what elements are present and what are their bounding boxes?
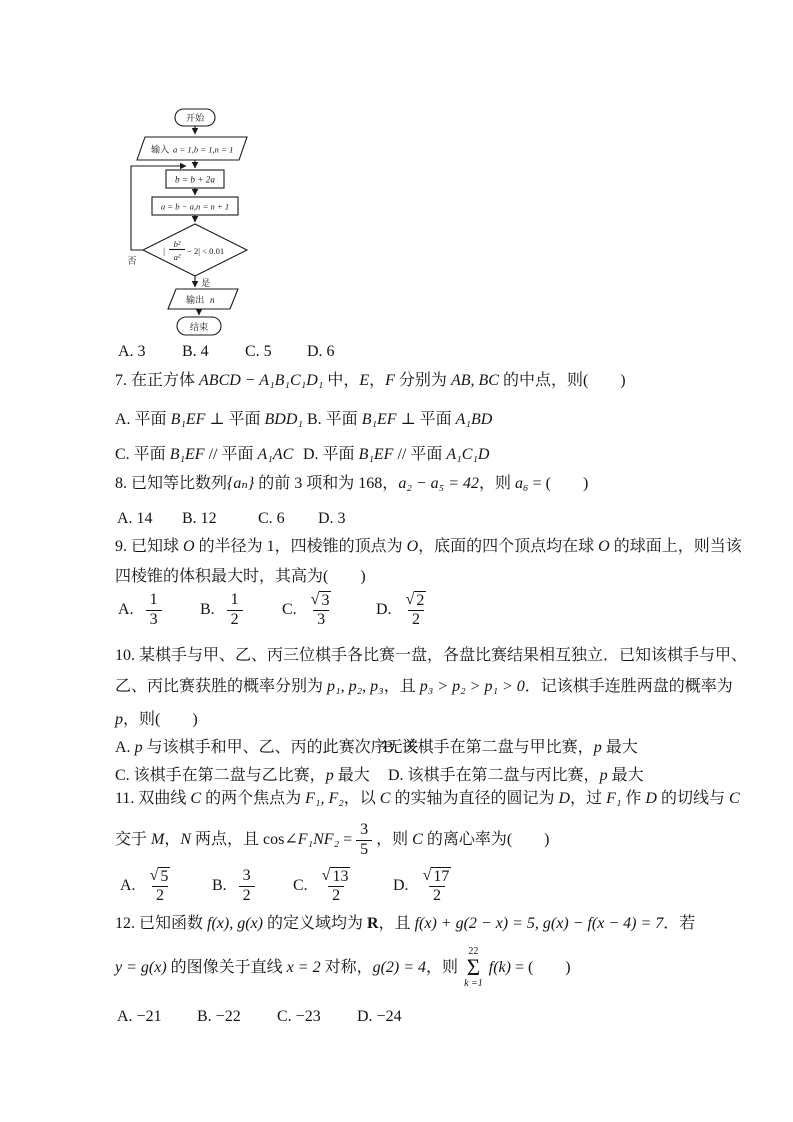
text-segment: 交于 [115,830,152,848]
q12-options-row [115,1008,715,1030]
text-segment: D [558,790,571,807]
numerator: 3 [242,867,251,885]
option-label: D. [376,601,392,618]
text-segment: E [359,372,370,389]
text-segment: N [180,830,192,848]
text-segment: 中， [323,372,360,389]
q9-option-a [118,586,166,634]
q10-option-c [115,762,370,785]
condition-numerator: b² [173,239,181,249]
condition-denominator: a² [173,252,181,262]
text-segment: f(x) + g(2 − x) = 5, g(x) − f(x − 4) = 7 [414,915,664,932]
numerator [404,591,429,610]
text-segment: 7. 在正方体 [115,372,200,389]
text-segment: A₁BD [455,411,493,428]
text-segment: F₁NF₂ [297,830,340,848]
numerator [148,867,173,886]
text-segment: ABCD − A₁B₁C₁D₁ [199,372,324,389]
q11-option-a [120,862,176,910]
q11-option-d [393,862,457,910]
text-segment: = [339,830,353,848]
option-label: C. [293,877,308,894]
text-segment: = ( ) [510,958,571,976]
text-segment: ，则 [426,958,459,976]
text-segment: B₁EF [358,446,394,463]
text-segment: B₁EF [361,411,397,428]
text-segment: p [325,767,334,784]
text-segment: p₃ > p₂ > p₁ > 0 [419,678,525,695]
text-segment: p [115,711,123,728]
fraction [356,821,372,859]
q7-options-row-1 [115,406,715,428]
text-segment: B₁EF [169,446,205,463]
text-segment: f(k) [488,958,511,976]
option-label: D. [393,877,409,894]
q10-options-row-1 [115,734,715,756]
q7-option-c [115,441,293,464]
input-label: 输入 [151,144,170,155]
text-segment: A₁AC [257,446,294,463]
text-segment: 最大 [601,739,638,756]
text-segment: p₁, p₂, p₃ [327,678,384,695]
text-segment: ，则 [479,475,516,492]
text-segment: D. 平面 [303,446,359,463]
text-segment: F₁, F₂ [305,790,344,807]
text-segment: 8. 已知等比数列 [115,475,228,492]
text-segment: 10. 某棋手与甲、乙、丙三位棋手各比赛一盘，各盘比赛结果相互独立．已知该棋手与甲、 [115,647,748,664]
q11-option-b [212,862,259,910]
q11-line2-post [376,830,549,851]
text-segment: 最大 [607,767,644,784]
q12-option-d: D. −24 [357,1008,402,1025]
text-segment: 最大 [333,767,370,784]
text-segment: ⊥ 平面 [396,411,456,428]
sqrt-value: 3 [321,592,330,609]
text-segment: D [645,790,657,807]
q10-text-line3 [115,710,715,731]
text-segment: O [406,538,419,555]
q7-option-a [115,406,303,429]
text-segment: 的球面上，则当该 [609,538,742,555]
text-segment: 与该棋手和甲、乙、丙的此赛次序无关 [142,739,419,756]
text-segment: 的切线与 [656,790,729,807]
start-label: 开始 [185,113,205,123]
option-label: B. [212,877,227,894]
sqrt-radical: √ [310,591,320,608]
text-segment: x = 2 [286,958,321,976]
text-segment: M [151,830,165,848]
text-segment: a₂ − a₅ = 42 [398,475,480,492]
text-segment: ，底面的四个顶点均在球 [418,538,599,555]
option-label: A. [118,601,134,618]
fraction [421,867,454,905]
text-segment: f(x), g(x) [207,915,263,932]
text-segment: 的定义域均为 [262,915,367,932]
text-segment: p [599,767,608,784]
text-segment: C [729,790,740,807]
no-label: 否 [127,256,137,266]
summation [464,947,483,989]
q7-options-row-2 [115,441,715,463]
q6-option-d: D. 6 [307,343,335,360]
numerator [421,867,454,886]
text-segment: ．记该棋手连胜两盘的概率为 [524,678,733,695]
text-segment: 作 [621,790,646,807]
q12-text-line2 [115,940,715,996]
text-segment: // 平面 [204,446,258,463]
text-segment: 的图像关于直线 [166,958,287,976]
q6-option-a: A. 3 [118,343,146,360]
q11-option-c [293,862,356,910]
q8-option-a: A. 14 [117,510,153,527]
assign2-expression: a = b − a,n = n + 1 [160,201,230,212]
text-segment: 对称， [320,958,373,976]
denominator: 5 [356,840,372,859]
flowchart-figure [118,104,268,340]
output-variable: n [210,295,215,305]
q8-option-b: B. 12 [182,510,217,527]
q9-option-b [200,586,247,634]
fraction [227,591,243,629]
text-segment: p [134,739,143,756]
sqrt-radical: √ [405,591,415,608]
fraction [320,867,353,905]
q8-option-c: C. 6 [258,510,285,527]
q12-line2-post [489,958,571,979]
text-segment: ，则 [376,830,413,848]
q6-option-b: B. 4 [182,343,209,360]
denominator: 2 [408,610,424,629]
fraction [239,867,255,905]
text-segment: ，以 [343,790,380,807]
q11-line2-pre [115,830,352,851]
text-segment: 的两个焦点为 [201,790,306,807]
text-segment: 的离心率为( ) [422,830,550,848]
text-segment: D. 该棋手在第二盘与丙比赛， [388,767,600,784]
text-segment: 分别为 [394,372,451,389]
text-segment: O [183,538,195,555]
text-segment: 的实轴为直径的圆记为 [390,790,559,807]
yes-label: 是 [201,278,211,288]
text-segment: R [367,915,379,932]
input-expression: a = 1,b = 1,n = 1 [173,144,234,155]
text-segment: ，且 [378,915,415,932]
text-segment: 的前 3 项和为 168， [254,475,399,492]
text-segment: ．若 [663,915,696,932]
fraction [404,591,429,629]
text-segment: ⊥ 平面 [205,411,265,428]
text-segment: 四棱锥的体积最大时，其高为( ) [115,568,366,585]
text-segment: C. 平面 [115,446,170,463]
numerator: 1 [230,591,239,609]
text-segment: C [412,830,423,848]
fraction [309,591,334,629]
text-segment: 的半径为 1，四棱锥的顶点为 [194,538,407,555]
sum-upper-limit: 22 [468,946,479,958]
denominator: 3 [146,610,162,629]
q9-text-line1 [115,537,742,558]
sqrt-value: 13 [332,868,349,885]
text-segment: ，且 [383,678,420,695]
text-segment: ， [369,372,386,389]
text-segment: BDD₁ [264,411,303,428]
text-segment: A₁C₁D [446,446,490,463]
text-segment: 12. 已知函数 [115,915,208,932]
q12-option-a: A. −21 [117,1008,162,1025]
condition-rest: − 2| < 0.01 [187,246,225,256]
q6-options-row [115,343,715,365]
text-segment: AB, BC [450,372,499,389]
text-segment: // 平面 [393,446,447,463]
sigma-symbol: Σ [466,955,481,981]
end-label: 结束 [189,322,209,332]
text-segment: 9. 已知球 [115,538,184,555]
denominator: 2 [328,886,344,905]
numerator [309,591,334,610]
q8-options-row [115,510,715,532]
numerator [320,867,353,886]
text-segment: A. [115,739,135,756]
assign1-expression: b = b + 2a [175,174,215,185]
text-segment: g(2) = 4 [372,958,427,976]
denominator: 2 [239,886,255,905]
text-segment: B. 平面 [307,411,362,428]
q12-line2-pre [115,958,458,979]
fraction [146,591,162,629]
text-segment: a₆ [515,475,529,492]
denominator: 2 [152,886,168,905]
q11-options-row [115,862,715,910]
q10-option-a [115,734,419,757]
q9-options-row [115,586,715,634]
q9-option-c [282,586,337,634]
text-segment: 乙、丙比赛获胜的概率分别为 [115,678,328,695]
text-segment: C [190,790,202,807]
sqrt-value: 17 [433,868,450,885]
sqrt-value: 2 [416,592,425,609]
q11-text-line2 [115,816,715,864]
option-label: C. [282,601,297,618]
condition-bar: | [163,246,165,256]
denominator: 2 [429,886,445,905]
q7-option-d [303,441,489,464]
sqrt-radical: √ [149,867,159,884]
q8-option-d: D. 3 [318,510,346,527]
text-segment: 的中点，则( ) [498,372,626,389]
text-segment: C. 该棋手在第二盘与乙比赛， [115,767,326,784]
q10-text-line2 [115,677,733,698]
denominator: 2 [227,610,243,629]
q7-text [115,371,715,392]
q12-text-line1 [115,914,715,935]
sqrt-radical: √ [422,867,432,884]
q9-text-line2 [115,567,715,588]
sqrt-value: 5 [160,868,169,885]
text-segment: ， [164,830,181,848]
text-segment: 两点，且 cos∠ [191,830,298,848]
q11-text-line1 [115,789,740,810]
text-segment: 11. 双曲线 [115,790,191,807]
numerator: 1 [149,591,158,609]
denominator: 3 [313,610,329,629]
text-segment: p [593,739,602,756]
text-segment: O [598,538,610,555]
text-segment: B₁EF [170,411,206,428]
q6-option-c: C. 5 [245,343,272,360]
text-segment: ，过 [570,790,607,807]
text-segment: C [379,790,391,807]
q10-option-d [388,762,644,785]
numerator: 3 [360,821,369,839]
option-label: A. [120,877,136,894]
text-segment: A. 平面 [115,411,171,428]
text-segment: {aₙ} [227,475,255,492]
q9-option-d [376,586,432,634]
q7-option-b [307,406,492,429]
q10-text-line1 [115,646,748,667]
text-segment: B. 该棋手在第二盘与甲比赛， [383,739,594,756]
q10-option-b [383,734,638,757]
fraction [148,867,173,905]
text-segment: y = g(x) [115,958,167,976]
option-label: B. [200,601,215,618]
q10-options-row-2 [115,762,715,784]
text-segment: ，则( ) [123,711,198,728]
sum-lower-limit: k =1 [464,977,483,989]
text-segment: F [385,372,395,389]
output-label: 输出 [186,295,205,305]
q8-text [115,474,715,495]
sqrt-radical: √ [321,867,331,884]
text-segment: = ( ) [528,475,589,492]
text-segment: F₁ [606,790,622,807]
q12-option-c: C. −23 [277,1008,321,1025]
q12-option-b: B. −22 [197,1008,241,1025]
